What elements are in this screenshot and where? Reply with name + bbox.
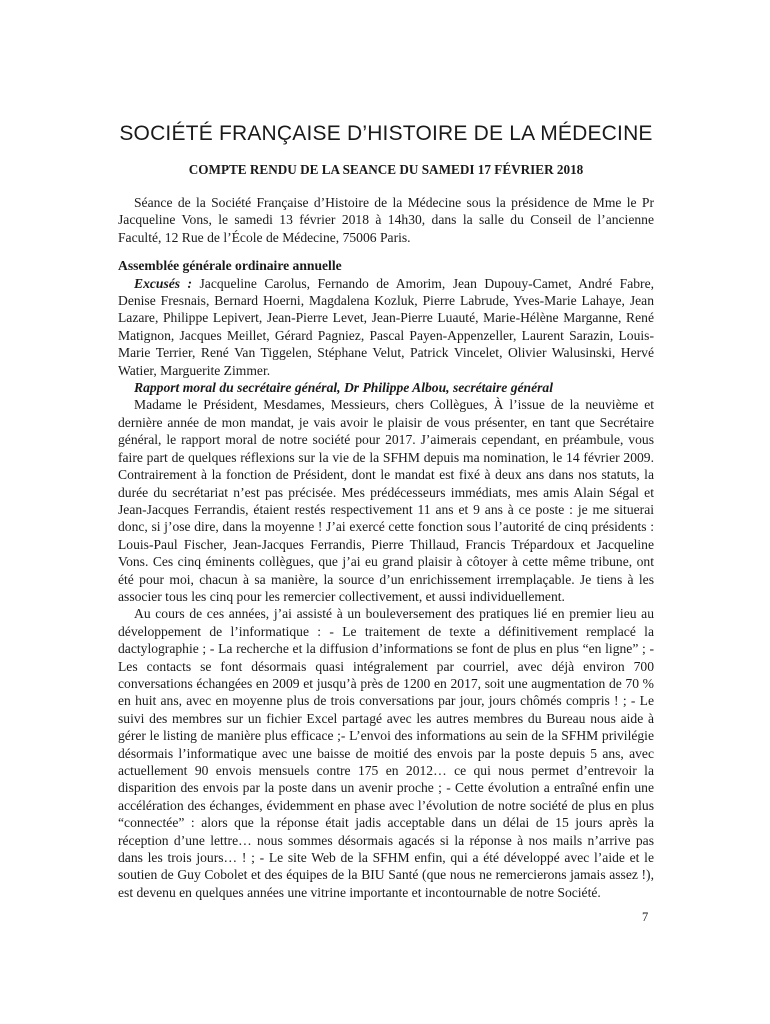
excused-paragraph	[118, 275, 654, 379]
document-page	[118, 122, 654, 901]
body-paragraph-2: Au cours de ces années, j’ai assisté à un bouleversement des pratiques lié en premier lieu au développement de l’informatique : - Le traitement de texte a définitivement remplacé la dactylographie ; - La recherche et la diffusion d’informations se font de plus en plus “en ligne” ; - Les contacts se font désormais quasi intégralement par courriel, avec déjà environ 700 conversations échangées en 2009 et jusqu’à près de 1200 en 2017, soit une augmentation de 70 % en huit ans, avec en moyenne plus de trois conversations par jour, jours chômés compris ! ; - Le suivi des membres sur un fichier Excel partagé avec les autres membres du Bureau nous aide à gérer le listing de manière plus efficace ;- L’envoi des informations au sein de la SFHM privilégie désormais l’informatique avec une baisse de moitié des envois par la poste depuis 5 ans, avec actuellement 90 envois mensuels contre 175 en 2012… ce qui nous permet d’entrevoir la disparition des envois par la poste dans un avenir proche ; - Cette évolution a entraîné enfin une accélération des échanges, évidemment en phase avec l’évolution de notre société de plus en plus “connectée” : alors que la réponse était jadis acceptable dans un délai de 15 jours après la réception d’une lettre… nous sommes désormais agacés si la réponse à nos mails n’arrive pas dans les trois jours… ! ; - Le site Web de la SFHM enfin, qui a été développé avec l’aide et le soutien de Guy Cobolet et des équipes de la BIU Santé (que nous ne remercierons jamais assez !), est devenu en quelques années une vitrine importante et incontournable de notre Société.	[118, 606, 654, 900]
page-title: SOCIÉTÉ FRANÇAISE D’HISTOIRE DE LA MÉDECINE	[119, 122, 653, 145]
assembly-heading: Assemblée générale ordinaire annuelle	[118, 258, 342, 274]
intro-paragraph: Séance de la Société Française d’Histoire de la Médecine sous la présidence de Mme le Pr Jacqueline Vons, le samedi 13 février 2018 à 14h30, dans la salle du Conseil de l’ancienne Faculté, 12 Rue de l’École de Médecine, 75006 Paris.	[118, 195, 654, 245]
excused-names: Jacqueline Carolus, Fernando de Amorim, Jean Dupouy-Camet, André Fabre, Denise Fresnais, Bernard Hoerni, Magdalena Kozluk, Pierre Labrude, Yves-Marie Lahaye, Jean Lazare, Philippe Lepivert, Jean-Pierre Levet, Jean-Pierre Luauté, Marie-Hélène Marganne, René Matignon, Jacques Meillet, Gérard Pagniez, Pascal Payen-Appenzeller, Laurent Sarazin, Louis-Marie Terrier, René Van Tiggelen, Stéphane Velut, Patrick Vincelet, Olivier Walusinski, Hervé Watier, Marguerite Zimmer.	[118, 275, 655, 378]
page-number: 7	[642, 910, 649, 924]
session-subtitle: COMPTE RENDU DE LA SEANCE DU SAMEDI 17 FÉVRIER 2018	[188, 162, 584, 177]
report-heading: Rapport moral du secrétaire général, Dr Philippe Albou, secrétaire général	[134, 380, 554, 396]
excused-label: Excusés :	[134, 275, 193, 291]
body-paragraph-1: Madame le Président, Mesdames, Messieurs, chers Collègues, À l’issue de la neuvième et dernière année de mon mandat, je vais avoir le plaisir de vous présenter, en tant que Secrétaire général, le rapport moral de notre société pour 2017. J’aimerais cependant, en préambule, vous faire part de quelques réflexions sur la vie de la SFHM depuis ma nomination, le 14 février 2009. Contrairement à la fonction de Président, dont le mandat est fixé à deux ans dans nos statuts, la durée du secrétariat n’est pas précisée. Mes prédécesseurs immédiats, mes amis Alain Ségal et Jean-Jacques Ferrandis, étaient restés respectivement 11 ans et 9 ans à ce poste : je me situerai donc, si j’ose dire, dans la moyenne ! J’ai exercé cette fonction sous l’autorité de cinq présidents : Louis-Paul Fischer, Jean-Jacques Ferrandis, Pierre Thillaud, Francis Trépardoux et Jacqueline Vons. Ces cinq éminents collègues, que j’ai eu grand plaisir à côtoyer à cette même tribune, ont été pour moi, chacun à sa manière, la source d’un enrichissement irremplaçable. Je tiens à les associer tous les cinq pour les remercier collectivement, et aussi individuellement.	[118, 397, 654, 604]
